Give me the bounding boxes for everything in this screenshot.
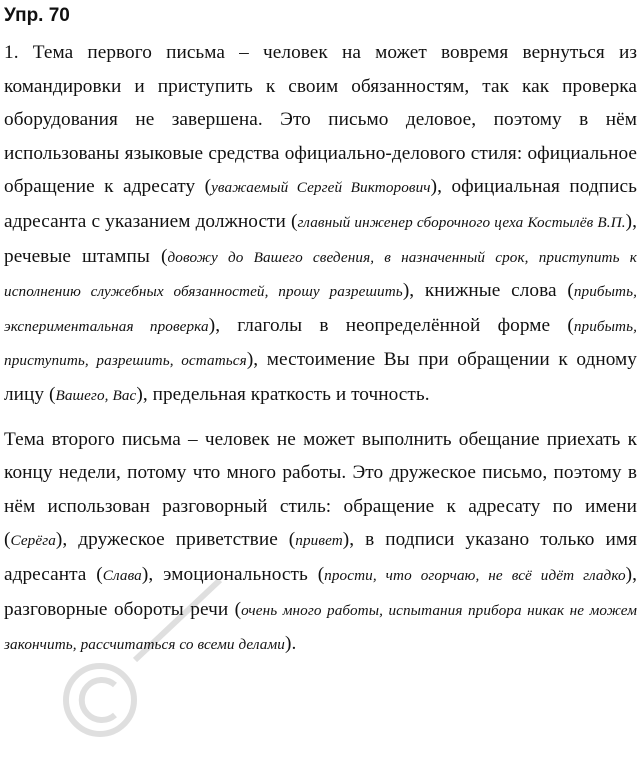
- example-phrase: уважаемый Сергей Викторович: [211, 179, 431, 197]
- text-segment: ), дружеское приветствие (: [55, 529, 296, 551]
- paragraph-first-letter: [4, 36, 637, 413]
- text-segment: ), книжные слова (: [402, 280, 574, 302]
- exercise-page: [4, 0, 637, 662]
- text-segment: ), речевые штампы (: [4, 210, 638, 267]
- text-segment: ), предельная краткость и точность.: [136, 383, 430, 405]
- example-phrase: очень много работы, испытания прибора никак не можем закончить, рассчитаться со всеми делами: [4, 601, 637, 654]
- text-segment: ), эмоциональность (: [141, 563, 325, 585]
- text-segment: ), глаголы в неопределённой форме (: [208, 314, 574, 336]
- example-phrase: прибыть, экспериментальная проверка: [4, 283, 637, 335]
- example-phrase: прости, что огорчаю, не всё идёт гладко: [324, 566, 626, 584]
- paragraph-second-letter: [4, 423, 637, 662]
- example-phrase: Вашего, Вас: [55, 386, 137, 404]
- text-segment: ).: [284, 633, 297, 655]
- text-segment: Тема второго письма – человек не может выполнить обещание приехать к концу недели, потому что много работы. Это дружеское письмо, поэтому в нём использован разговорный стиль: обращение к адресату по имени (: [4, 428, 637, 551]
- example-phrase: Слава: [102, 566, 142, 584]
- example-phrase: довожу до Вашего сведения, в назначенный срок, приступить к исполнению служебных обязанностей, прошу разрешить: [4, 248, 637, 301]
- example-phrase: привет: [295, 532, 343, 550]
- text-segment: ), в подписи указано только имя адресанта (: [4, 529, 637, 585]
- example-phrase: главный инженер сборочного цеха Костылёв В.П.: [297, 213, 626, 231]
- text-segment: ), разговорные обороты речи (: [4, 563, 637, 620]
- text-segment: ), местоимение Вы при обращении к одному лицу (: [4, 349, 637, 405]
- example-phrase: прибыть, приступить, разрешить, остаться: [4, 317, 637, 370]
- text-segment: ), официальная подпись адресанта с указанием должности (: [4, 176, 637, 232]
- exercise-title: Упр. 70: [4, 5, 70, 26]
- example-phrase: Серёга: [10, 532, 56, 550]
- text-segment: 1. Тема первого письма – человек на может вовремя вернуться из командировки и приступить к своим обязанностям, так как проверка оборудования не завершена. Это письмо деловое, поэтому в нём использованы языковые средства официально-делового стиля: официальное обращение к адресату (: [4, 42, 637, 198]
